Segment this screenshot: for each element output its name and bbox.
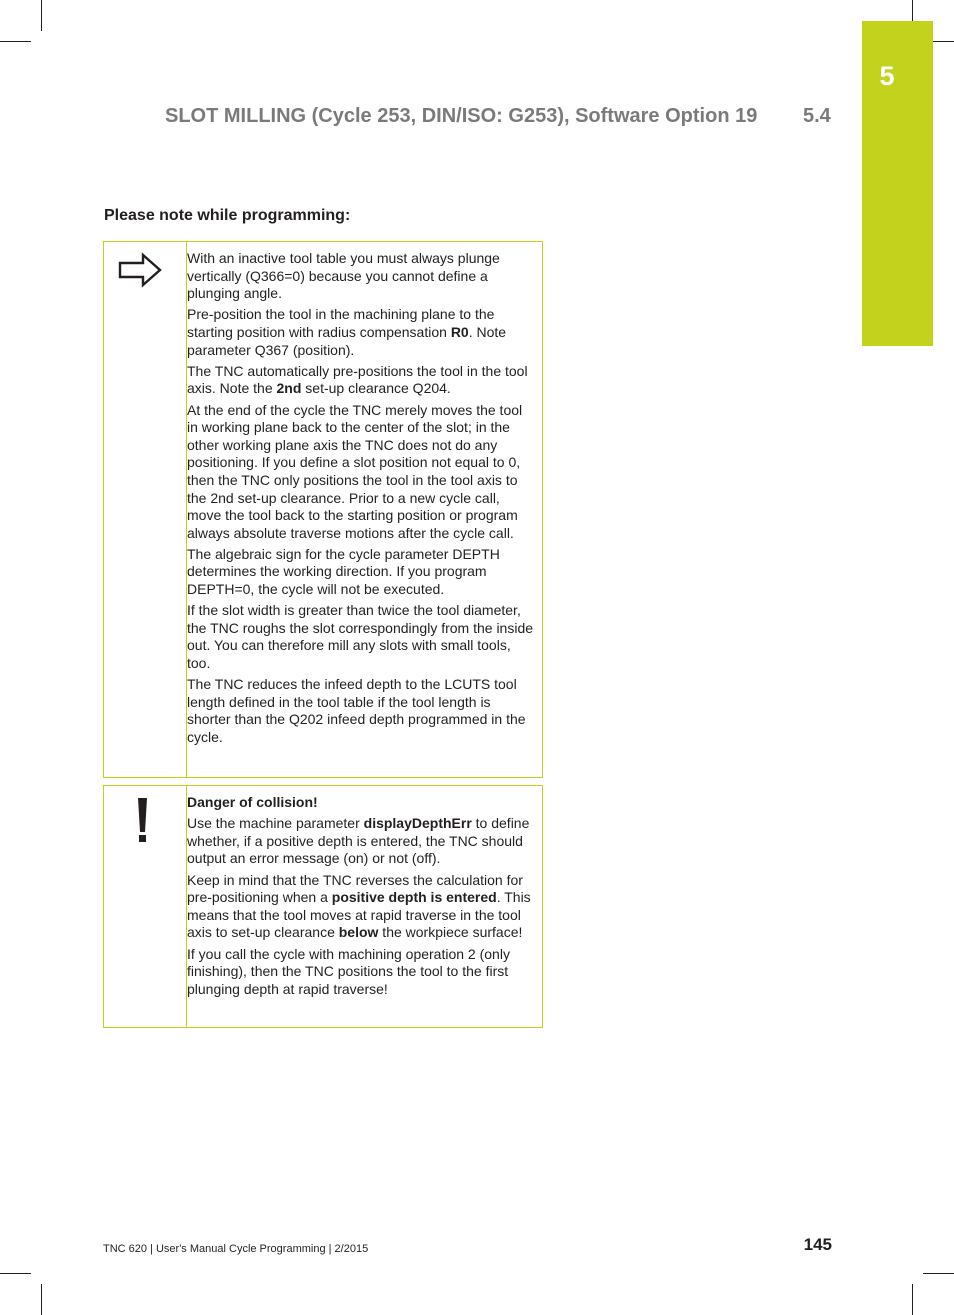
note-paragraph: The algebraic sign for the cycle parameter DEPTH determines the working direction. If you program DEPTH=0, the cycle will not be executed.: [187, 545, 500, 598]
crop-mark: [41, 0, 42, 31]
note-paragraph: At the end of the cycle the TNC merely moves the tool in working plane back to the center of the slot; in the other working plane axis the TNC does not do any positioning. If you define a slot position not equal to 0, then the TNC only positions the tool in the tool axis to the 2nd set-up clearance. Prior to a new cycle call, move the tool back to the starting position or program always absolute traverse motions after the cycle call.: [187, 401, 523, 541]
warning-paragraph: Use the machine parameter displayDepthErr to define whether, if a positive depth is entered, the TNC should output an error message (on) or not (off).: [187, 815, 530, 867]
crop-mark: [0, 1273, 31, 1274]
note-paragraph: If the slot width is greater than twice the tool diameter, the TNC roughs the slot correspondingly from the inside out. You can therefore mill any slots with small tools, too.: [187, 602, 534, 672]
warning-content: [187, 794, 534, 1002]
note-paragraph: The TNC reduces the infeed depth to the LCUTS tool length defined in the tool table if the tool length is shorter than the Q202 infeed depth programmed in the cycle.: [187, 676, 526, 745]
page-number: 145: [803, 1235, 832, 1254]
crop-mark: [912, 1284, 913, 1315]
arrow-right-icon: [116, 252, 164, 293]
warning-title: Danger of collision!: [187, 794, 318, 810]
note-box: [103, 241, 543, 778]
note-content: [187, 250, 534, 750]
note-paragraph: With an inactive tool table you must always plunge vertically (Q366=0) because you cannot define a plunging angle.: [187, 250, 500, 302]
running-header-section: 5.4: [803, 105, 831, 127]
footer-text: TNC 620 | User's Manual Cycle Programming | 2/2015: [103, 1243, 369, 1255]
warning-paragraph: If you call the cycle with machining operation 2 (only finishing), then the TNC positions the tool to the first plunging depth at rapid traverse!: [187, 945, 510, 997]
crop-mark: [923, 1273, 954, 1274]
warning-box: [103, 785, 543, 1028]
note-paragraph: The TNC automatically pre-positions the tool in the tool axis. Note the 2nd set-up clearance Q204.: [187, 362, 528, 397]
exclamation-icon: [135, 796, 151, 849]
section-heading: Please note while programming:: [104, 207, 351, 224]
running-header-title: SLOT MILLING (Cycle 253, DIN/ISO: G253), Software Option 19: [165, 105, 758, 127]
crop-mark: [41, 1284, 42, 1315]
warning-paragraph: Keep in mind that the TNC reverses the calculation for pre-positioning when a positive depth is entered. This means that the tool moves at rapid traverse in the tool axis to set-up clearance below the workpiece surface!: [187, 871, 531, 941]
note-paragraph: Pre-position the tool in the machining plane to the starting position with radius compensation R0. Note parameter Q367 (position).: [187, 306, 507, 358]
crop-mark: [912, 0, 913, 21]
crop-mark: [0, 41, 31, 42]
chapter-number: 5: [879, 61, 895, 91]
